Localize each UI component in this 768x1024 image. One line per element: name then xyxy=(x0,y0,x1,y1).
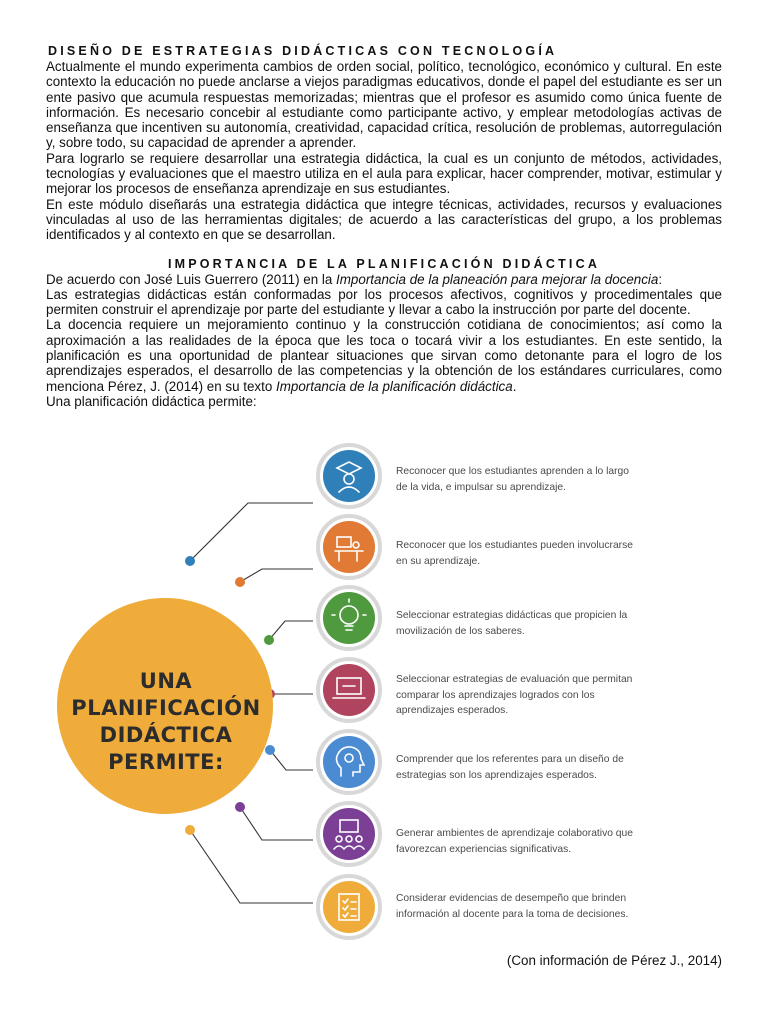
connector-line xyxy=(270,750,313,770)
connector-line xyxy=(240,569,313,582)
infographic-item-text: Generar ambientes de aprendizaje colaborativo que favorezcan experiencias significativas. xyxy=(396,828,633,855)
paragraph-end: . xyxy=(512,378,517,394)
connector-line xyxy=(190,830,313,903)
connector-line xyxy=(190,503,313,561)
infographic-item-text: Seleccionar estrategias de evaluación que permitan comparar los aprendizajes logrados con los aprendizajes esperados. xyxy=(396,674,633,716)
graduate-badge xyxy=(323,450,375,502)
connector-dot xyxy=(185,556,195,566)
paragraph: En este módulo diseñarás una estrategia didáctica que integre técnicas, actividades, recursos y evaluaciones vinculadas al uso de las herramientas digitales; de acuerdo a las características del grupo, a los problemas identificados y al contexto en que se desarrollan. xyxy=(46,196,722,243)
paragraph: Actualmente el mundo experimenta cambios de orden social, político, tecnológico, económico y cultural. En este contexto la educación no puede anclarse a viejos paradigmas educativos, donde el papel del estudiante es ser un ente pasivo que acumula respuestas memorizadas; mientras que el profesor es asumido como única fuente de información. Es necesario concebir al estudiante como participante activo, y emplear metodologías activas de enseñanza que incentiven su autonomía, creatividad, capacidad crítica, resolución de problemas, autorregulación y, sobre todo, su capacidad de aprender a aprender. xyxy=(46,59,722,151)
section-heading-importancia: IMPORTANCIA DE LA PLANIFICACIÓN DIDÁCTICA xyxy=(167,256,601,271)
checklist-badge xyxy=(323,881,375,933)
connector-dot xyxy=(265,745,275,755)
paragraph-text: La docencia requiere un mejoramiento continuo y la construcción cotidiana de conocimientos; así como la aproximación a las realidades de la época que les toca o tocará vivir a los estudiantes. En este sentido, la planificación es una oportunidad de plantear situaciones que sirvan como detonante para el logro de los aprendizajes esperados, el desarrollo de las competencias y la obtención de los estándares curriculares, como menciona Pérez, J. (2014) en su texto xyxy=(46,317,722,394)
intro-suffix: : xyxy=(658,271,663,287)
connector-dot xyxy=(235,802,245,812)
infographic-item-text: Reconocer que los estudiantes aprenden a lo largo de la vida, e impulsar su aprendizaje. xyxy=(396,466,629,493)
infographic-item-text: Reconocer que los estudiantes pueden involucrarse en su aprendizaje. xyxy=(396,540,633,567)
infographic-item-text: Comprender que los referentes para un diseño de estrategias son los aprendizajes esperados. xyxy=(396,754,624,781)
section-heading-diseno: DISEÑO DE ESTRATEGIAS DIDÁCTICAS CON TECNOLOGÍA xyxy=(48,44,558,58)
citation: (Con información de Pérez J., 2014) xyxy=(506,953,722,968)
connector-dot xyxy=(235,577,245,587)
paragraph: Para lograrlo se requiere desarrollar una estrategia didáctica, la cual es un conjunto de métodos, actividades, tecnologías y evaluaciones que el maestro utiliza en el aula para explicar, hacer comprender, motivar, estimular y mejorar los procesos de enseñanza aprendizaje en sus estudiantes. xyxy=(46,150,722,197)
lead-line: Una planificación didáctica permite: xyxy=(46,393,257,409)
infographic-title-line1: UNA PLANIFICACIÓN xyxy=(71,669,261,720)
laptop-book-badge xyxy=(323,664,375,716)
paragraph-book-title: Importancia de la planificación didáctica xyxy=(276,378,513,394)
connector-line xyxy=(240,807,313,840)
infographic-item-text: Considerar evidencias de desempeño que brinden información al docente para la toma de decisiones. xyxy=(396,893,629,920)
connector-dot xyxy=(185,825,195,835)
intro-book-title: Importancia de la planeación para mejorar la docencia xyxy=(336,271,659,287)
infographic-title-line2: DIDÁCTICA PERMITE: xyxy=(99,723,233,774)
group-board-badge xyxy=(323,808,375,860)
connector-line xyxy=(269,621,313,640)
connector-dot xyxy=(264,635,274,645)
infographic-item-text: Seleccionar estrategias didácticas que propicien la movilización de los saberes. xyxy=(396,610,628,637)
intro-prefix: De acuerdo con José Luis Guerrero (2011) en la xyxy=(46,271,337,287)
paragraph: Las estrategias didácticas están conformadas por los procesos afectivos, cognitivos y procedimentales que permiten construir el aprendizaje por parte del estudiante y llevar a cabo la instrucción por parte del docente. xyxy=(46,286,722,318)
infographic-title xyxy=(66,668,266,776)
